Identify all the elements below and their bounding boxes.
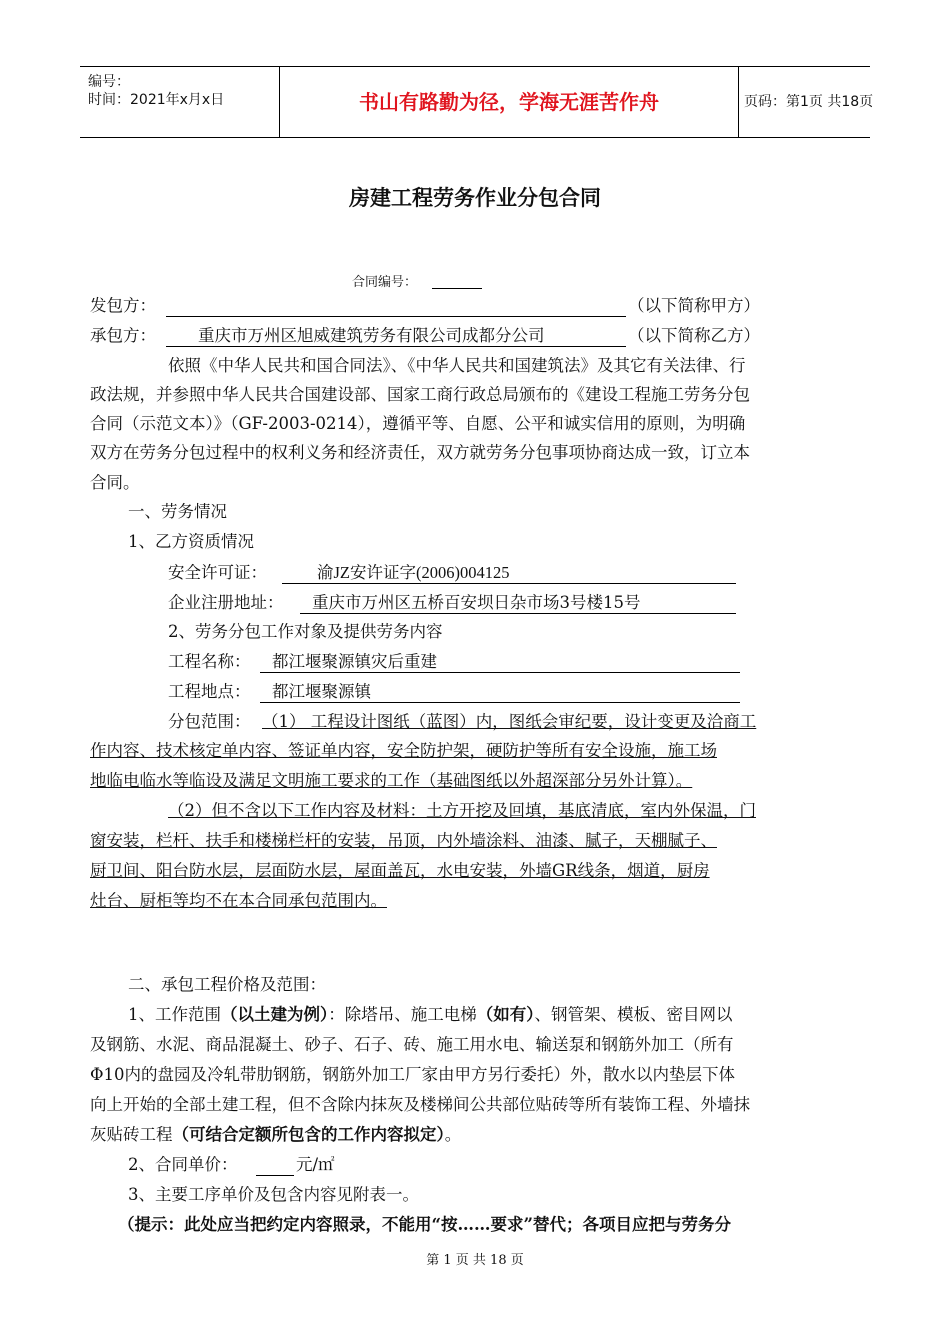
project-name-underline — [260, 652, 740, 673]
item1-last-line — [90, 1125, 461, 1145]
item1-line: 向上开始的全部土建工程，但不含除内抹灰及楼梯间公共部位贴砖等所有装饰工程、外墙抹 — [90, 1095, 750, 1114]
number-label: 编号： — [88, 74, 130, 90]
item1-bold2: （如有） — [476, 1005, 535, 1024]
item1-line: 及钢筋、水泥、商品混凝土、砂子、石子、砖、施工用水电、输送泵和钢筋外加工（所有 — [90, 1035, 734, 1054]
time-label: 时间：2021年x月x日 — [88, 92, 225, 108]
party-a-label: 发包方： — [90, 296, 156, 315]
preamble-line: 依照《中华人民共和国合同法》、《中华人民共和国建筑法》及其它有关法律、行 — [168, 356, 746, 375]
header-left-cell — [80, 67, 280, 137]
item1-prefix: 1、工作范围 — [128, 1005, 221, 1024]
item1-rest2: 、钢管架、模板、密目网以 — [534, 1005, 733, 1024]
project-name-value: 都江堰聚源镇灾后重建 — [272, 652, 437, 671]
scope-line: 地临电临水等临设及满足文明施工要求的工作（基础图纸以外超深部分另外计算）。 — [90, 771, 693, 790]
party-b-blank — [166, 326, 626, 347]
contract-no-blank — [432, 270, 482, 289]
section2-heading: 二、承包工程价格及范围： — [128, 975, 326, 994]
motto: 书山有路勤为径，学海无涯苦作舟 — [280, 67, 739, 137]
address-value: 重庆市万州区五桥百安坝日杂市场3号楼15号 — [312, 593, 641, 612]
item1-last-end: 。 — [444, 1125, 462, 1144]
tip-line: （提示：此处应当把约定内容照录，不能用“按……要求”替代；各项目应把与劳务分 — [118, 1215, 731, 1234]
item1-line: Φ10内的盘园及冷轧带肋钢筋，钢筋外加工厂家由甲方另行委托）外，散水以内垫层下体 — [90, 1065, 736, 1084]
scope-label: 分包范围： — [168, 712, 251, 731]
document-title: 房建工程劳务作业分包合同 — [349, 186, 601, 210]
page-info: 页码：第1页 共18页 — [744, 94, 874, 110]
preamble-line: 政法规，并参照中华人民共合国建设部、国家工商行政总局颁布的《建设工程施工劳务分包 — [90, 385, 750, 404]
item1-last-bold: （可结合定额所包含的工作内容拟定） — [172, 1125, 445, 1144]
item1-first-line — [128, 1005, 733, 1025]
item1-bold: （以土建为例） — [221, 1005, 329, 1024]
item3: 3、主要工序单价及包含内容见附表一。 — [128, 1185, 419, 1204]
party-b-suffix: （以下简称乙方） — [628, 326, 760, 345]
scope-line: 厨卫间、阳台防水层，层面防水层，屋面盖瓦，水电安装，外墙GR线条，烟道，厨房 — [90, 861, 710, 880]
party-b-label: 承包方： — [90, 326, 156, 345]
item1-last-plain: 灰贴砖工程 — [90, 1125, 173, 1144]
preamble-line: 合同。 — [90, 473, 140, 492]
item2-unit: 元/㎡ — [296, 1155, 335, 1174]
scope-line: 灶台、厨柜等均不在本合同承包范围内。 — [90, 891, 387, 910]
address-underline — [300, 593, 736, 614]
party-a-blank — [166, 296, 626, 317]
scope-line: （2）但不含以下工作内容及材料：土方开挖及回填，基底清底，室内外保温，门 — [168, 801, 756, 820]
scope-line: （1） 工程设计图纸（蓝图）内，图纸会审纪要，设计变更及洽商工 — [262, 712, 757, 731]
item2-label: 2、合同单价： — [128, 1155, 238, 1174]
project-site-label: 工程地点： — [168, 682, 251, 701]
project-site-value: 都江堰聚源镇 — [272, 682, 371, 701]
preamble-line: 双方在劳务分包过程中的权利义务和经济责任，双方就劳务分包事项协商达成一致，订立本 — [90, 443, 750, 462]
page-footer: 第 1 页 共 18 页 — [426, 1253, 524, 1268]
party-b-value: 重庆市万州区旭威建筑劳务有限公司成都分公司 — [198, 326, 545, 345]
section1-heading: 一、劳务情况 — [128, 502, 227, 521]
license-underline — [282, 563, 736, 584]
header-table — [80, 66, 874, 138]
scope-line: 作内容、技术核定单内容、签证单内容，安全防护架，硬防护等所有安全设施，施工场 — [90, 741, 717, 760]
section1-sub2: 2、劳务分包工作对象及提供劳务内容 — [168, 622, 443, 641]
address-label: 企业注册地址： — [168, 593, 284, 612]
project-site-underline — [260, 682, 740, 703]
license-label: 安全许可证： — [168, 563, 267, 582]
contract-no-label: 合同编号： — [352, 275, 418, 290]
party-a-suffix: （以下简称甲方） — [628, 296, 760, 315]
scope-line: 窗安装，栏杆、扶手和楼梯栏杆的安装，吊顶，内外墙涂料、油漆、腻子，天棚腻子、 — [90, 831, 717, 850]
unit-price-blank — [256, 1155, 294, 1176]
preamble-line: 合同（示范文本）》（GF-2003-0214），遵循平等、自愿、公平和诚实信用的原则，为明确 — [90, 414, 746, 433]
item1-rest: ：除塔吊、施工电梯 — [328, 1005, 477, 1024]
license-value: 渝JZ安许证字(2006)004125 — [317, 563, 510, 582]
section1-sub1: 1、乙方资质情况 — [128, 532, 254, 551]
project-name-label: 工程名称： — [168, 652, 251, 671]
